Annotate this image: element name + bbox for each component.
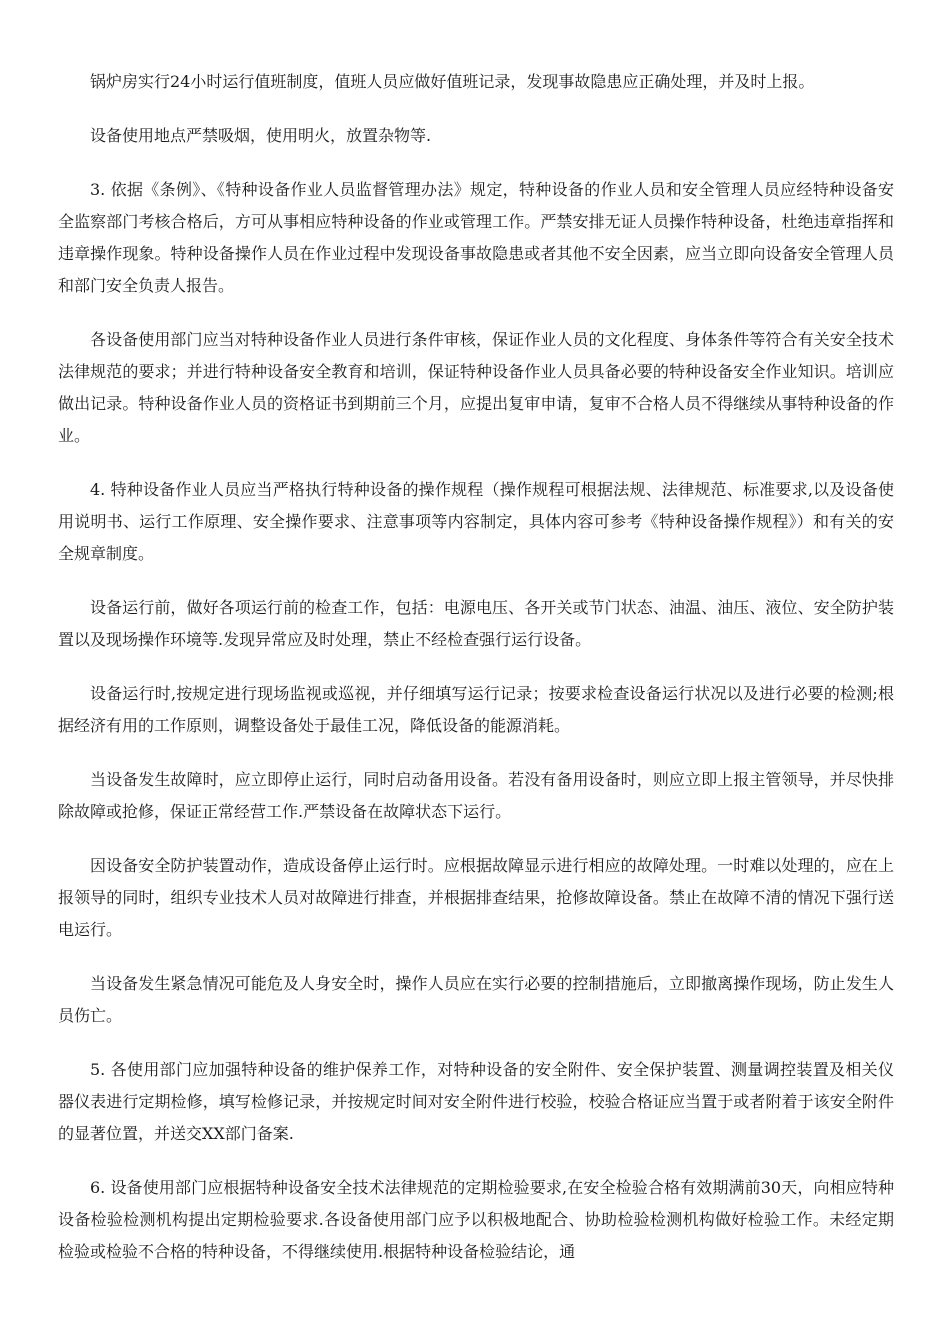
paragraph-fault-handling: 当设备发生故障时，应立即停止运行，同时启动备用设备。若没有备用设备时，则应立即上报主管领导，并尽快排除故障或抢修，保证正常经营工作.严禁设备在故障状态下运行。: [58, 770, 894, 821]
paragraph-item-5: 5. 各使用部门应加强特种设备的维护保养工作，对特种设备的安全附件、安全保护装置、测量调控装置及相关仪器仪表进行定期检修，填写检修记录，并按规定时间对安全附件进行校验，校验合格证应当置于或者附着于该安全附件的显著位置，并送交XX部门备案.: [58, 1060, 894, 1143]
paragraph-emergency: 当设备发生紧急情况可能危及人身安全时，操作人员应在实行必要的控制措施后，立即撤离操作现场，防止发生人员伤亡。: [58, 974, 894, 1025]
document-body: [58, 66, 894, 1290]
paragraph-boiler-duty: 锅炉房实行24小时运行值班制度，值班人员应做好值班记录，发现事故隐患应正确处理，并及时上报。: [90, 72, 815, 91]
paragraph-item-3: 3. 依据《条例》、《特种设备作业人员监督管理办法》规定，特种设备的作业人员和安全管理人员应经特种设备安全监察部门考核合格后，方可从事相应特种设备的作业或管理工作。严禁安排无证人员操作特种设备，杜绝违章指挥和违章操作现象。特种设备操作人员在作业过程中发现设备事故隐患或者其他不安全因素，应当立即向设备安全管理人员和部门安全负责人报告。: [58, 180, 894, 295]
paragraph-item-4: 4. 特种设备作业人员应当严格执行特种设备的操作规程（操作规程可根据法规、法律规范、标准要求,以及设备使用说明书、运行工作原理、安全操作要求、注意事项等内容制定，具体内容可参考《特种设备操作规程》）和有关的安全规章制度。: [58, 480, 894, 563]
paragraph-no-smoking: 设备使用地点严禁吸烟，使用明火，放置杂物等.: [90, 126, 432, 145]
paragraph-item-6: 6. 设备使用部门应根据特种设备安全技术法律规范的定期检验要求,在安全检验合格有效期满前30天，向相应特种设备检验检测机构提出定期检验要求.各设备使用部门应予以积极地配合、协助检验检测机构做好检验工作。未经定期检验或检验不合格的特种设备，不得继续使用.根据特种设备检验结论，通: [58, 1178, 894, 1261]
paragraph-personnel-review: 各设备使用部门应当对特种设备作业人员进行条件审核，保证作业人员的文化程度、身体条件等符合有关安全技术法律规范的要求；并进行特种设备安全教育和培训，保证特种设备作业人员具备必要的特种设备安全作业知识。培训应做出记录。特种设备作业人员的资格证书到期前三个月，应提出复审申请，复审不合格人员不得继续从事特种设备的作业。: [58, 330, 894, 445]
paragraph-protection-trip: 因设备安全防护装置动作，造成设备停止运行时。应根据故障显示进行相应的故障处理。一时难以处理的，应在上报领导的同时，组织专业技术人员对故障进行排查，并根据排查结果，抢修故障设备。禁止在故障不清的情况下强行送电运行。: [58, 856, 894, 939]
paragraph-during-operation: 设备运行时,按规定进行现场监视或巡视，并仔细填写运行记录；按要求检查设备运行状况以及进行必要的检测;根据经济有用的工作原则，调整设备处于最佳工况，降低设备的能源消耗。: [58, 684, 894, 735]
paragraph-pre-operation-check: 设备运行前，做好各项运行前的检查工作，包括：电源电压、各开关或节门状态、油温、油压、液位、安全防护装置以及现场操作环境等.发现异常应及时处理，禁止不经检查强行运行设备。: [58, 598, 894, 649]
